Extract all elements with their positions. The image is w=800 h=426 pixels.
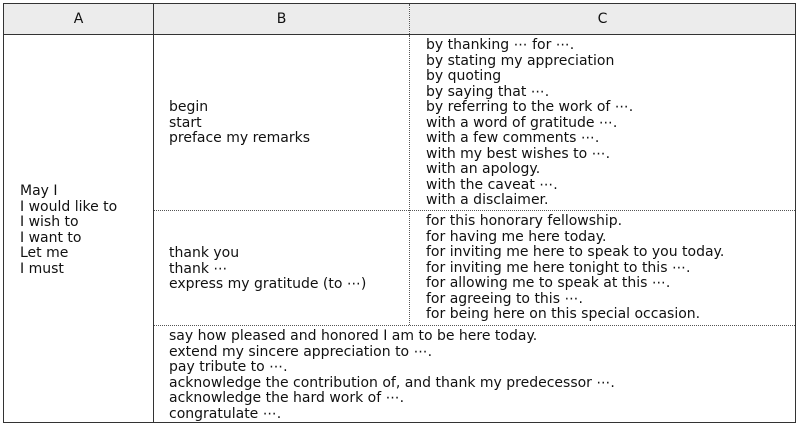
phrase-table (3, 3, 796, 423)
phrase-line: for being here on this special occasion. (426, 306, 701, 322)
phrase-line: with a few comments ⋯. (426, 130, 600, 146)
header-col-c: C (410, 4, 795, 34)
col-a-line: I want to (20, 229, 82, 246)
col-a-line: May I (20, 183, 58, 199)
phrase-line: by saying that ⋯. (426, 83, 550, 100)
header-divider (4, 34, 795, 35)
phrase-line: for having me here today. (426, 228, 607, 245)
phrase-line: with an apology. (426, 161, 541, 177)
phrase-line: with my best wishes to ⋯. (426, 145, 611, 162)
row1-col-c-cell (426, 38, 633, 209)
verb-line: start (169, 114, 202, 131)
phrase-line: congratulate ⋯. (169, 405, 282, 422)
verb-line: express my gratitude (to ⋯) (169, 276, 367, 292)
col-b-divider-header (409, 4, 410, 34)
verb-line: thank you (169, 245, 240, 261)
phrase-line: for inviting me here tonight to this ⋯. (426, 259, 691, 276)
phrase-line: with a disclaimer. (426, 192, 549, 208)
phrase-line: extend my sincere appreciation to ⋯. (169, 343, 433, 360)
verb-line: begin (169, 99, 209, 115)
phrase-line: for this honorary fellowship. (426, 213, 623, 229)
row2-col-b-cell (169, 246, 366, 293)
col-a-divider (153, 4, 154, 422)
row2-col-c-cell (426, 214, 724, 323)
phrase-line: by thanking ⋯ for ⋯. (426, 37, 575, 53)
header-col-b: B (154, 4, 409, 34)
phrase-line: by referring to the work of ⋯. (426, 99, 634, 115)
phrase-line: with the caveat ⋯. (426, 176, 558, 193)
row-divider-1 (154, 210, 795, 211)
row-divider-2 (154, 325, 795, 326)
phrase-line: for allowing me to speak at this ⋯. (426, 275, 671, 291)
phrase-line: say how pleased and honored I am to be here today. (169, 328, 538, 344)
phrase-line: by stating my appreciation (426, 52, 615, 69)
col-a-line: Let me (20, 245, 69, 261)
col-a-line: I would like to (20, 198, 118, 215)
phrase-line: with a word of gratitude ⋯. (426, 114, 618, 131)
col-a-line: I must (20, 260, 64, 277)
header-col-a: A (4, 4, 153, 34)
row1-col-b-cell (169, 100, 310, 147)
verb-line: preface my remarks (169, 130, 311, 146)
phrase-line: acknowledge the hard work of ⋯. (169, 390, 405, 406)
verb-line: thank ⋯ (169, 260, 228, 277)
col-b-divider (409, 35, 410, 325)
phrase-line: by quoting (426, 68, 502, 84)
phrase-line: pay tribute to ⋯. (169, 359, 288, 375)
bottom-merged-cell (169, 329, 615, 422)
col-a-line: I wish to (20, 214, 79, 230)
phrase-line: acknowledge the contribution of, and thank my predecessor ⋯. (169, 374, 615, 391)
phrase-line: for agreeing to this ⋯. (426, 290, 583, 307)
col-a-cell (20, 184, 117, 277)
phrase-line: for inviting me here to speak to you today. (426, 244, 725, 260)
